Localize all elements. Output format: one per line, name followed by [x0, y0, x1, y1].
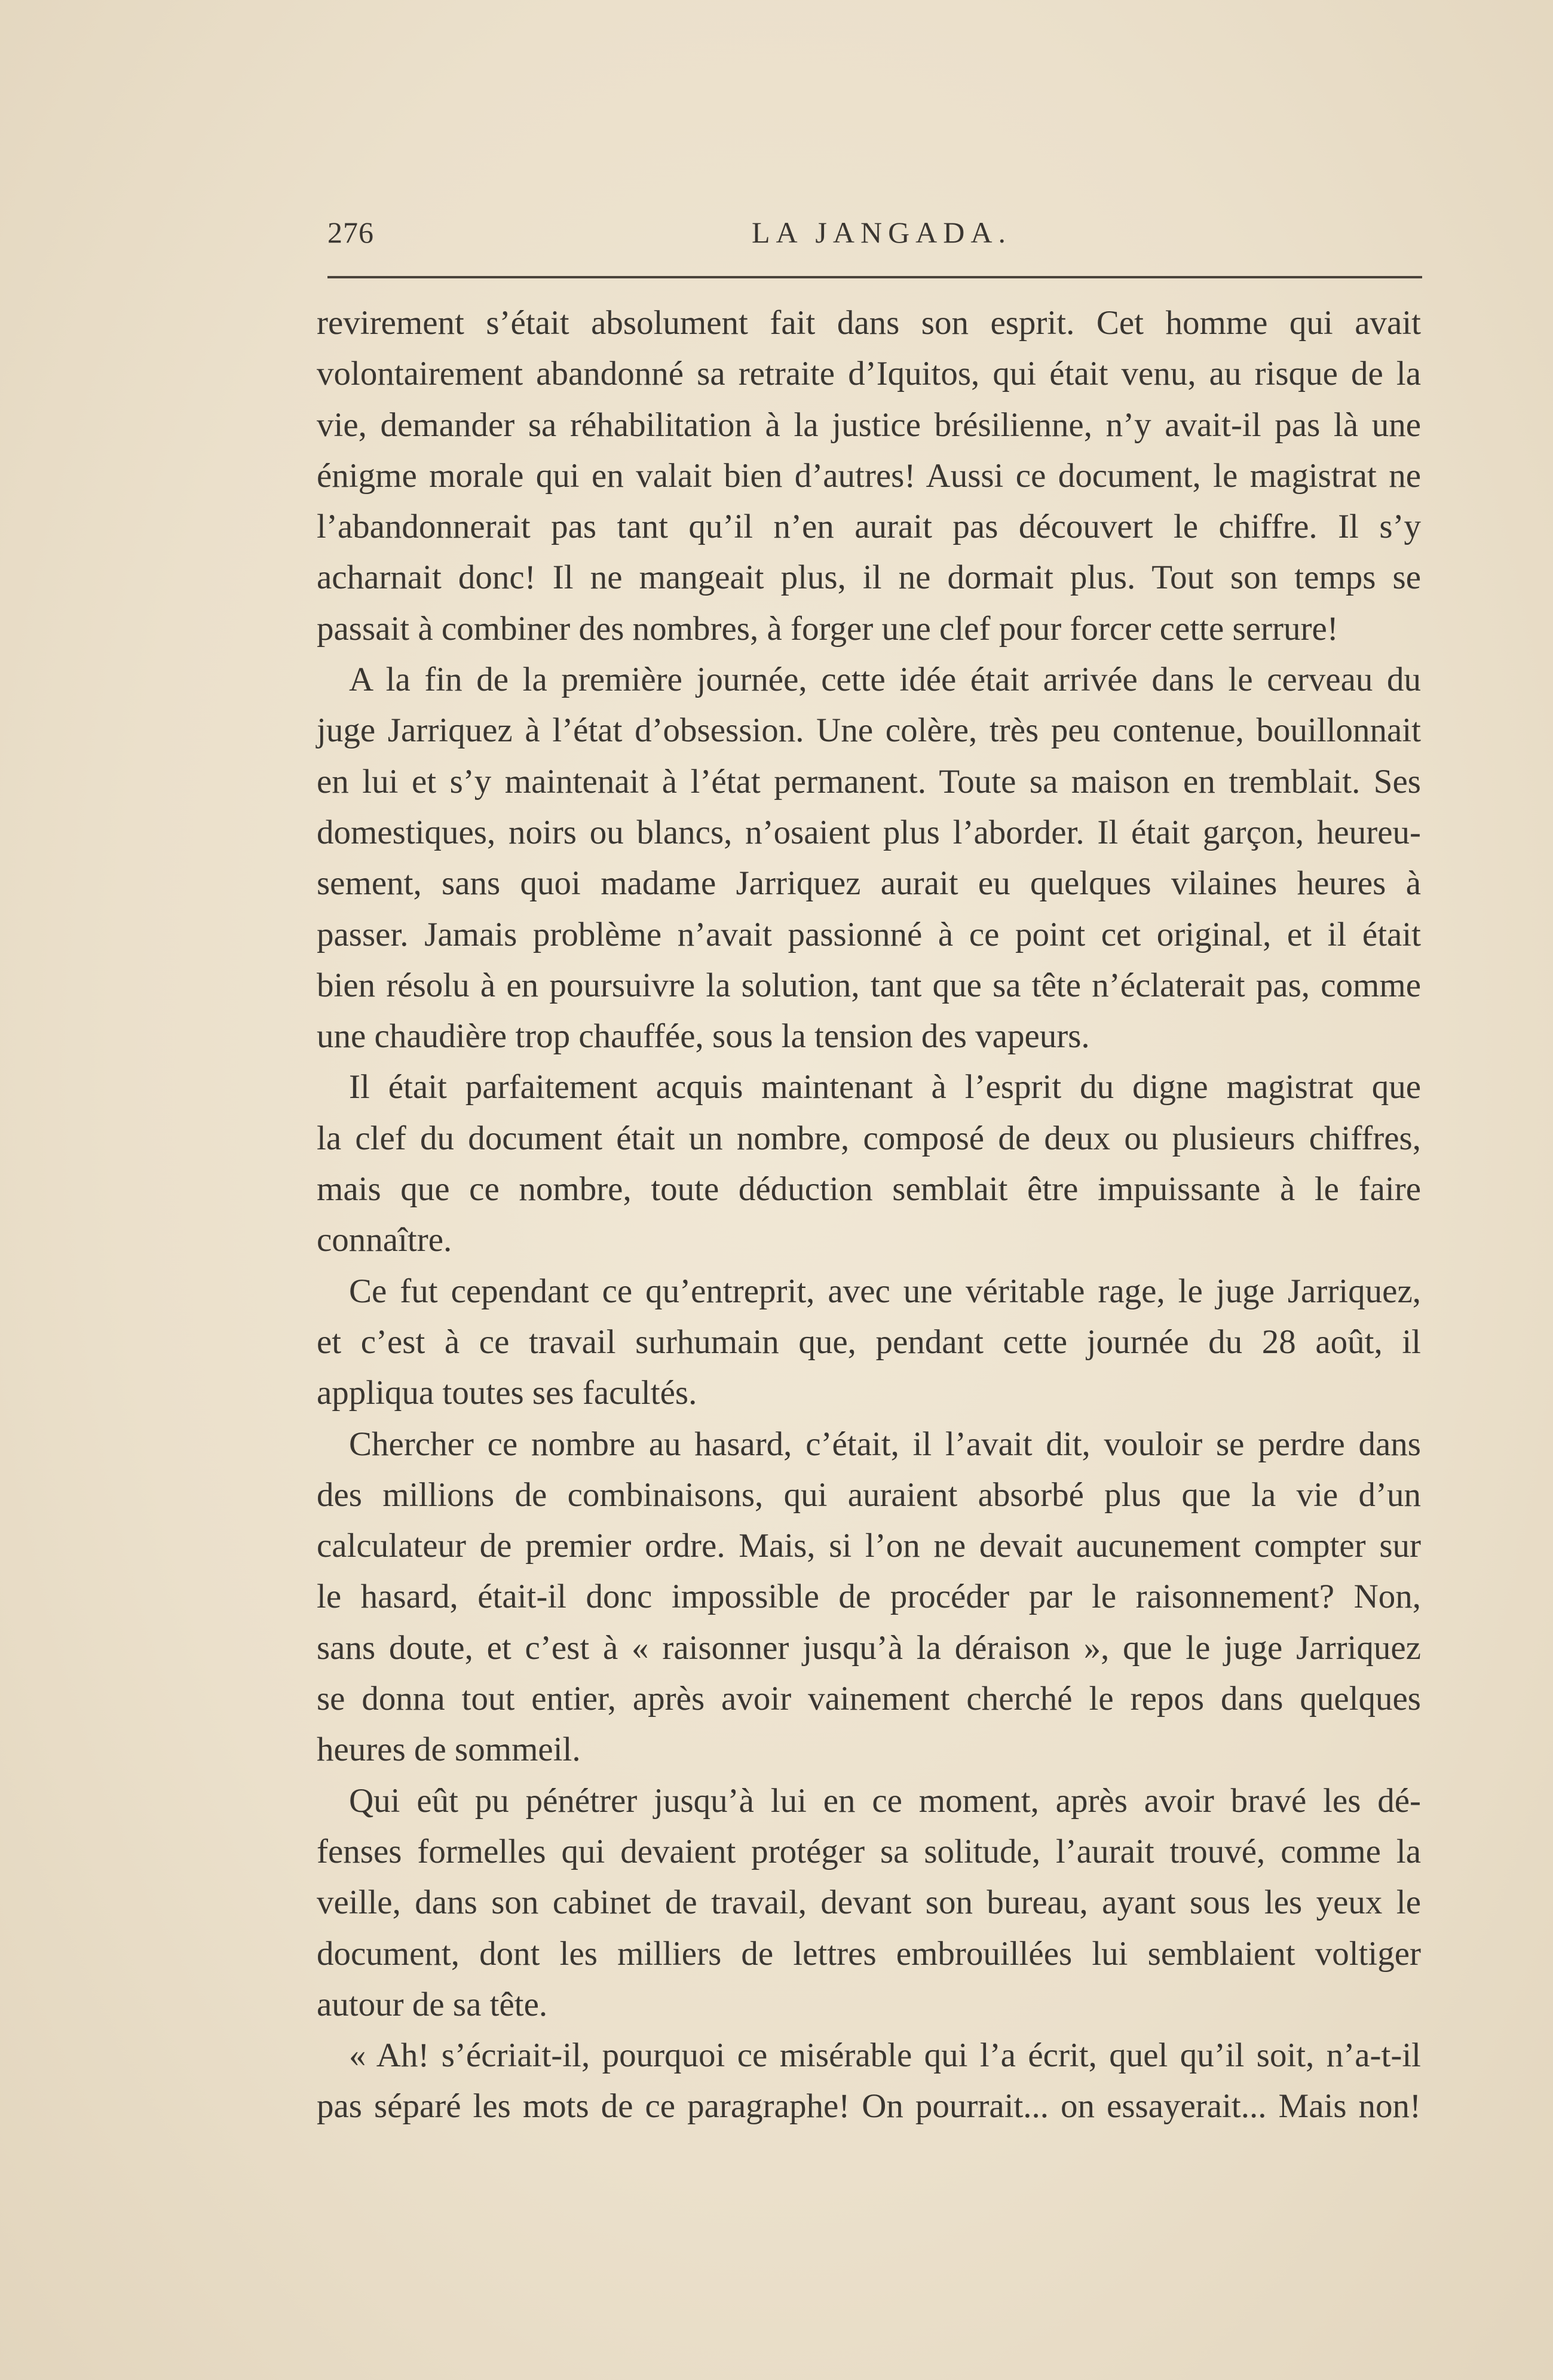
- text-line: vie, demander sa réhabilitation à la justice brésilienne, n’y avait-il pas là une: [317, 406, 1421, 444]
- text-line: document, dont les milliers de lettres embrouillées lui semblaient voltiger: [317, 1934, 1421, 1973]
- text-line: pas séparé les mots de ce paragraphe! On pourrait... on essayerait... Mais non!: [317, 2087, 1421, 2126]
- text-line: des millions de combinaisons, qui auraient absorbé plus que la vie d’un: [317, 1476, 1421, 1514]
- text-line: sans doute, et c’est à « raisonner jusqu’à la déraison », que le juge Jarriquez: [317, 1628, 1421, 1667]
- text-line: Ce fut cependant ce qu’entreprit, avec une véritable rage, le juge Jarriquez,: [349, 1272, 1421, 1310]
- text-line: bien résolu à en poursuivre la solution, tant que sa tête n’éclaterait pas, comme: [317, 966, 1421, 1004]
- text-line: en lui et s’y maintenait à l’état permanent. Toute sa maison en tremblait. Ses: [317, 762, 1421, 801]
- text-line: « Ah! s’écriait-il, pourquoi ce misérable qui l’a écrit, quel qu’il soit, n’a-t-il: [349, 2037, 1421, 2075]
- text-line: A la fin de la première journée, cette idée était arrivée dans le cerveau du: [349, 661, 1421, 699]
- text-line: volontairement abandonné sa retraite d’Iquitos, qui était venu, au risque de la: [317, 355, 1421, 393]
- text-line: mais que ce nombre, toute déduction semblait être impuissante à le faire: [317, 1170, 1421, 1209]
- running-title: LA JANGADA.: [752, 216, 1012, 249]
- text-line: Il était parfaitement acquis maintenant à l’esprit du digne magistrat que: [349, 1068, 1421, 1106]
- text-line: connaître.: [317, 1221, 452, 1259]
- text-line: calculateur de premier ordre. Mais, si l’on ne devait aucunement compter sur: [317, 1527, 1421, 1565]
- text-line: domestiques, noirs ou blancs, n’osaient plus l’aborder. Il était garçon, heureu-: [317, 813, 1421, 851]
- text-line: l’abandonnerait pas tant qu’il n’en aurait pas découvert le chiffre. Il s’y: [317, 508, 1421, 546]
- text-line: revirement s’était absolument fait dans son esprit. Cet homme qui avait: [317, 304, 1421, 342]
- text-line: et c’est à ce travail surhumain que, pendant cette journée du 28 août, il: [317, 1323, 1421, 1361]
- text-line: Qui eût pu pénétrer jusqu’à lui en ce moment, après avoir bravé les dé-: [349, 1781, 1421, 1820]
- text-line: veille, dans son cabinet de travail, devant son bureau, ayant sous les yeux le: [317, 1884, 1421, 1922]
- text-line: sement, sans quoi madame Jarriquez aurait eu quelques vilaines heures à: [317, 864, 1421, 903]
- text-line: autour de sa tête.: [317, 1985, 548, 2023]
- body-text: [317, 298, 1421, 2132]
- text-line: le hasard, était-il donc impossible de procéder par le raisonnement? Non,: [317, 1578, 1421, 1616]
- page-header: [327, 215, 1422, 251]
- text-line: fenses formelles qui devaient protéger sa solitude, l’aurait trouvé, comme la: [317, 1832, 1421, 1870]
- text-line: se donna tout entier, après avoir vainement cherché le repos dans quelques: [317, 1680, 1421, 1718]
- text-line: acharnait donc! Il ne mangeait plus, il ne dormait plus. Tout son temps se: [317, 559, 1421, 597]
- text-line: la clef du document était un nombre, composé de deux ou plusieurs chiffres,: [317, 1119, 1421, 1157]
- text-line: Chercher ce nombre au hasard, c’était, il l’avait dit, vouloir se perdre dans: [349, 1425, 1421, 1463]
- page-number: 276: [327, 216, 374, 249]
- text-line: une chaudière trop chauffée, sous la tension des vapeurs.: [317, 1017, 1090, 1056]
- header-rule: [327, 276, 1422, 278]
- text-line: appliqua toutes ses facultés.: [317, 1374, 697, 1412]
- text-line: passer. Jamais problème n’avait passionné à ce point cet original, et il était: [317, 915, 1421, 953]
- text-line: heures de sommeil.: [317, 1731, 581, 1769]
- text-line: énigme morale qui en valait bien d’autres! Aussi ce document, le magistrat ne: [317, 456, 1421, 495]
- text-line: juge Jarriquez à l’état d’obsession. Une colère, très peu contenue, bouillonnait: [317, 711, 1421, 750]
- text-line: passait à combiner des nombres, à forger une clef pour forcer cette serrure!: [317, 609, 1338, 648]
